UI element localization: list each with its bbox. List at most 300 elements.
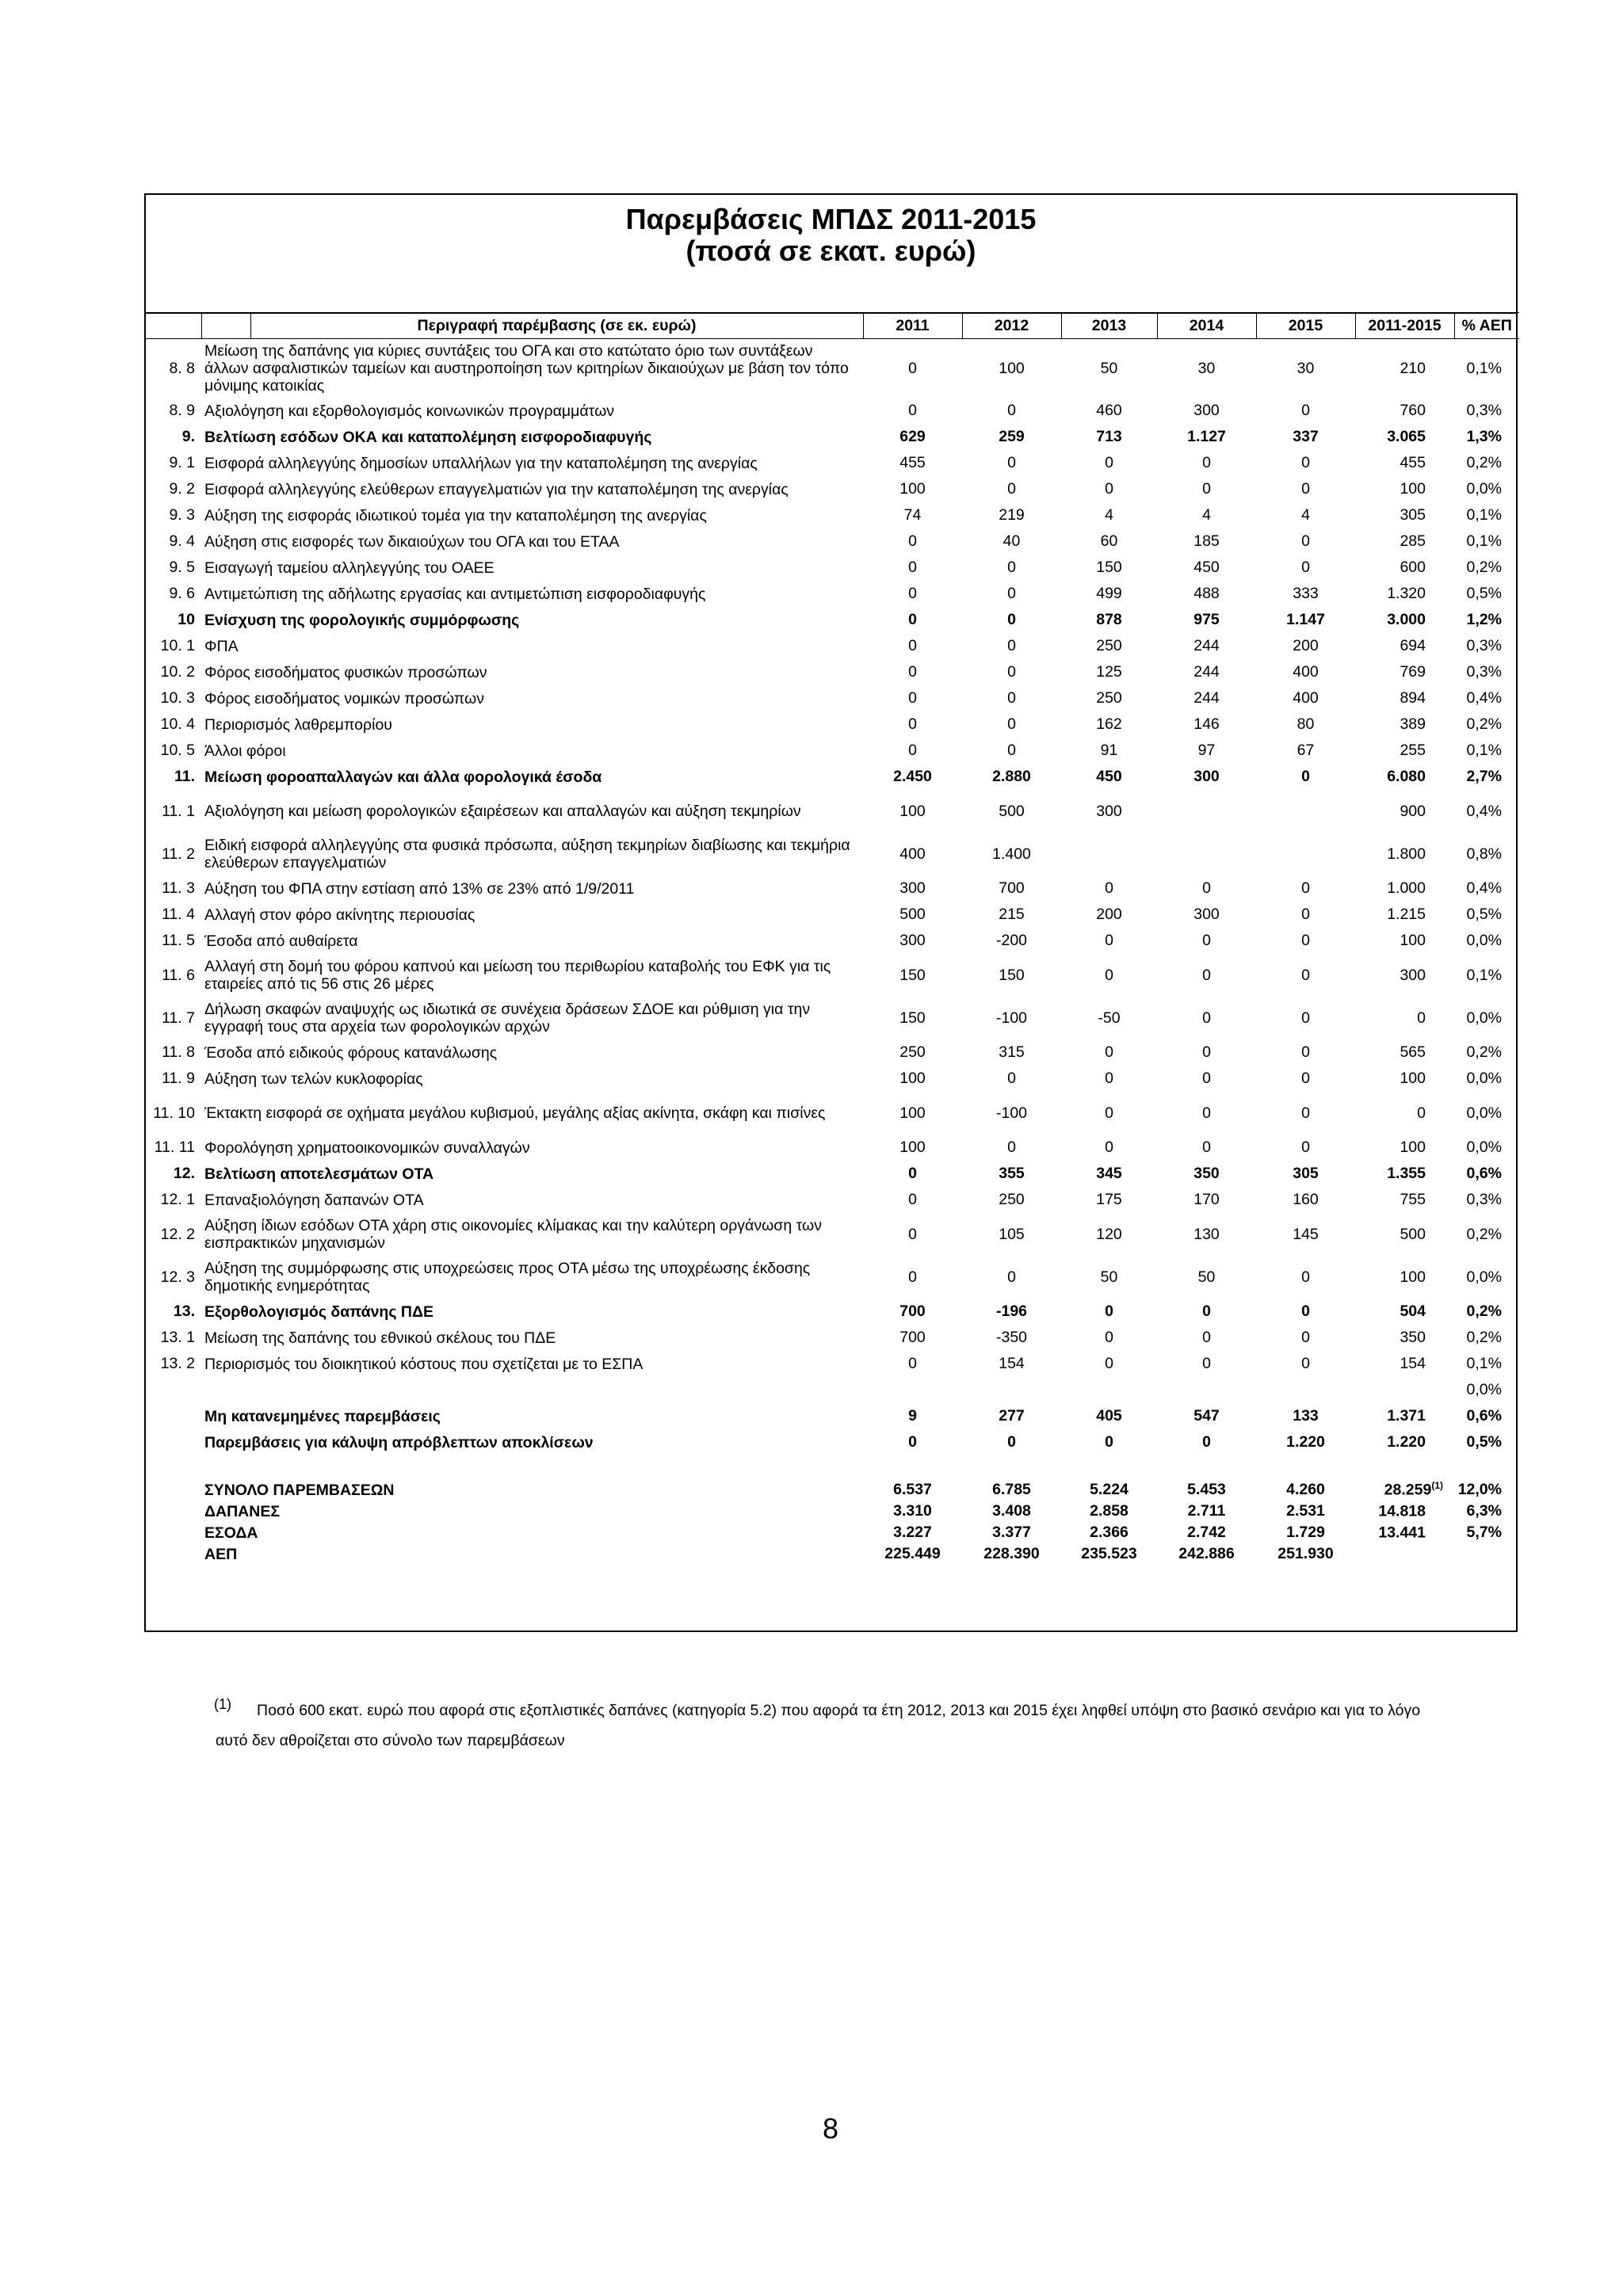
row-value-y2015: 0 xyxy=(1301,932,1310,949)
row-value-y2015: 145 xyxy=(1293,1225,1319,1243)
row-description: Αξιολόγηση και εξορθολογισμός κοινωνικών προγραμμάτων xyxy=(204,402,615,420)
row-value-y2011: 0 xyxy=(908,1225,917,1243)
table-row xyxy=(146,607,1519,633)
row-value-y2015: 0 xyxy=(1301,1329,1310,1346)
row-value-y2015: 0 xyxy=(1301,1070,1310,1087)
row-value-y2014: 170 xyxy=(1193,1191,1220,1208)
row-code xyxy=(146,1377,201,1403)
row-value-y2015: 67 xyxy=(1296,742,1315,759)
row-value-y2011: 700 xyxy=(899,1302,926,1320)
row-code: 10. 2 xyxy=(160,663,195,681)
row-value-y2011: 629 xyxy=(899,428,926,445)
table-row xyxy=(146,555,1519,581)
table-row xyxy=(146,1135,1519,1161)
row-total: 500 xyxy=(1400,1225,1426,1243)
row-value-y2011: 0 xyxy=(908,689,917,707)
row-value-y2013 xyxy=(1061,833,1157,875)
row-value-y2011: 0 xyxy=(908,715,917,733)
totals-value-y2011: 225.449 xyxy=(884,1545,941,1562)
row-pct-gdp: 0,1% xyxy=(1466,532,1502,550)
spacer-cell xyxy=(146,1455,1519,1479)
row-total xyxy=(1355,1377,1454,1403)
row-pct-gdp: 0,0% xyxy=(1466,1009,1502,1027)
totals-value-y2012: 6.785 xyxy=(992,1481,1031,1498)
row-value-y2011: 455 xyxy=(899,454,926,471)
row-value-y2015: 0 xyxy=(1301,906,1310,923)
row-pct-gdp: 0,3% xyxy=(1466,663,1502,681)
footnote-ref: (1) xyxy=(1431,1480,1443,1492)
row-value-y2013: 0 xyxy=(1105,1433,1113,1451)
totals-value-y2014: 5.453 xyxy=(1187,1481,1226,1498)
table-row xyxy=(146,1351,1519,1377)
row-value-y2014: 0 xyxy=(1202,1009,1211,1027)
row-pct-gdp: 0,2% xyxy=(1466,559,1502,576)
spacer-row xyxy=(146,1455,1519,1479)
row-pct-gdp: 0,0% xyxy=(1466,1138,1502,1156)
totals-value-y2014: 2.742 xyxy=(1187,1524,1226,1541)
row-code: 11. 4 xyxy=(162,906,195,923)
row-value-y2011: 0 xyxy=(908,559,917,576)
row-total: 210 xyxy=(1400,359,1426,377)
row-pct-gdp: 0,0% xyxy=(1466,1104,1502,1122)
row-description: Αύξηση της εισφοράς ιδιωτικού τομέα για την καταπολέμηση της ανεργίας xyxy=(204,506,707,524)
totals-value-y2012: 3.377 xyxy=(992,1524,1031,1541)
row-code: 9. 5 xyxy=(169,559,195,576)
table-row xyxy=(146,954,1519,997)
row-value-y2014: 547 xyxy=(1193,1407,1220,1425)
row-value-y2014: 300 xyxy=(1193,768,1220,785)
row-code: 9. 2 xyxy=(169,480,195,498)
row-pct-gdp: 0,3% xyxy=(1466,1191,1502,1208)
row-value-y2012: -196 xyxy=(995,1302,1028,1320)
row-value-y2011: 0 xyxy=(908,359,917,377)
totals-value-y2013: 235.523 xyxy=(1081,1545,1137,1562)
row-value-y2013 xyxy=(1061,1377,1157,1403)
row-total: 389 xyxy=(1400,715,1426,733)
row-value-y2013: 250 xyxy=(1096,689,1122,707)
row-code: 13. 2 xyxy=(160,1355,195,1372)
row-value-y2012: -100 xyxy=(995,1009,1028,1027)
row-total: 760 xyxy=(1400,402,1426,419)
row-pct-gdp: 0,5% xyxy=(1466,585,1502,602)
row-value-y2014: 244 xyxy=(1193,689,1220,707)
row-value-y2015: 133 xyxy=(1293,1407,1319,1425)
table-row xyxy=(146,1299,1519,1325)
row-value-y2014: 0 xyxy=(1202,1138,1211,1156)
row-value-y2013: 499 xyxy=(1096,585,1122,602)
row-description: Αύξηση των τελών κυκλοφορίας xyxy=(204,1070,423,1088)
row-pct-gdp: 0,0% xyxy=(1466,1070,1502,1087)
row-value-y2011: 2.450 xyxy=(893,768,932,785)
totals-description: ΕΣΟΔΑ xyxy=(204,1524,258,1542)
row-value-y2011: 0 xyxy=(908,1191,917,1208)
row-value-y2014: 0 xyxy=(1202,1043,1211,1061)
row-value-y2015: 0 xyxy=(1301,480,1310,498)
row-pct-gdp: 0,2% xyxy=(1466,715,1502,733)
row-value-y2012: 1.400 xyxy=(992,845,1031,863)
row-value-y2013: 0 xyxy=(1105,454,1113,471)
row-value-y2012: 0 xyxy=(1007,637,1016,654)
row-pct-gdp: 0,0% xyxy=(1466,1381,1502,1398)
row-value-y2013: 50 xyxy=(1100,359,1118,377)
row-code: 9. 3 xyxy=(169,506,195,524)
row-code: 11. 7 xyxy=(162,1009,195,1027)
row-value-y2015: 0 xyxy=(1301,402,1310,419)
row-description: Αλλαγή στη δομή του φόρου καπνού και μείωση του περιθωρίου καταβολής του ΕΦΚ για τις εταιρείες από τις 56 στις 26 μέρες xyxy=(204,958,831,993)
row-value-y2013: 450 xyxy=(1096,768,1122,785)
totals-total xyxy=(1355,1543,1454,1565)
row-code: 11. 1 xyxy=(162,802,195,820)
row-value-y2012: 105 xyxy=(999,1225,1025,1243)
table-row xyxy=(146,1377,1519,1403)
row-description: Άλλοι φόροι xyxy=(204,742,286,760)
row-code: 12. 1 xyxy=(160,1191,195,1208)
row-value-y2013: 345 xyxy=(1096,1165,1122,1182)
row-value-y2013: 0 xyxy=(1105,1043,1113,1061)
row-value-y2015: 337 xyxy=(1293,428,1319,445)
row-value-y2015: 30 xyxy=(1296,359,1315,377)
row-value-y2013: 0 xyxy=(1105,1302,1113,1320)
row-total: 600 xyxy=(1400,559,1426,576)
row-description: Αύξηση της συμμόρφωσης στις υποχρεώσεις προς ΟΤΑ μέσω της υποχρέωσης έκδοσης δημοτικής ενημερότητας xyxy=(204,1260,811,1295)
row-total: 900 xyxy=(1400,802,1426,820)
row-code: 12. xyxy=(173,1165,195,1182)
page-subtitle: (ποσά σε εκατ. ευρώ) xyxy=(685,235,976,267)
table-row xyxy=(146,1187,1519,1213)
row-value-y2013: 0 xyxy=(1105,1104,1113,1122)
row-value-y2012: 2.880 xyxy=(992,768,1031,785)
row-code: 11. 8 xyxy=(162,1043,195,1061)
row-pct-gdp: 0,0% xyxy=(1466,1268,1502,1286)
row-total: 1.800 xyxy=(1387,845,1426,863)
row-total: 1.220 xyxy=(1387,1433,1426,1451)
row-code: 11. xyxy=(174,768,195,785)
totals-code xyxy=(146,1543,201,1565)
row-description: Αύξηση του ΦΠΑ στην εστίαση από 13% σε 23% από 1/9/2011 xyxy=(204,879,635,898)
totals-description: ΣΥΝΟΛΟ ΠΑΡΕΜΒΑΣΕΩΝ xyxy=(204,1481,395,1499)
row-value-y2013: 405 xyxy=(1096,1407,1122,1425)
totals-value-y2015: 251.930 xyxy=(1277,1545,1334,1562)
totals-value-y2012: 3.408 xyxy=(992,1502,1031,1520)
row-value-y2015 xyxy=(1256,790,1355,833)
row-value-y2015: 0 xyxy=(1301,1043,1310,1061)
row-description: Αξιολόγηση και μείωση φορολογικών εξαιρέσεων και απαλλαγών και αύξηση τεκμηρίων xyxy=(204,803,801,820)
row-value-y2014: 0 xyxy=(1202,454,1211,471)
row-description: Εισφορά αλληλεγγύης δημοσίων υπαλλήλων για την καταπολέμηση της ανεργίας xyxy=(204,454,758,472)
row-value-y2015: 0 xyxy=(1301,1355,1310,1372)
row-value-y2014: 4 xyxy=(1202,506,1211,524)
row-pct-gdp: 0,5% xyxy=(1466,906,1502,923)
table-row xyxy=(146,398,1519,424)
row-value-y2011: 400 xyxy=(899,845,926,863)
row-value-y2013: 0 xyxy=(1105,1070,1113,1087)
row-pct-gdp: 0,6% xyxy=(1466,1407,1502,1425)
row-total: 3.065 xyxy=(1387,428,1426,445)
row-value-y2011: 0 xyxy=(908,585,917,602)
row-pct-gdp: 0,1% xyxy=(1466,966,1502,984)
row-description: Έσοδα από ειδικούς φόρους κατανάλωσης xyxy=(204,1043,498,1062)
row-value-y2013: -50 xyxy=(1098,1009,1121,1027)
row-value-y2012: 277 xyxy=(999,1407,1025,1425)
row-value-y2013: 0 xyxy=(1105,1138,1113,1156)
row-description: Βελτίωση αποτελεσμάτων ΟΤΑ xyxy=(204,1165,434,1183)
totals-description: ΑΕΠ xyxy=(204,1545,238,1563)
row-value-y2015: 0 xyxy=(1301,532,1310,550)
row-value-y2013: 713 xyxy=(1096,428,1122,445)
row-pct-gdp: 0,1% xyxy=(1466,506,1502,524)
totals-total-value: 13.441 xyxy=(1378,1524,1426,1542)
row-value-y2015: 0 xyxy=(1301,1138,1310,1156)
row-value-y2014 xyxy=(1157,833,1256,875)
row-pct-gdp: 0,2% xyxy=(1466,1329,1502,1346)
row-value-y2012: -350 xyxy=(995,1329,1028,1346)
row-value-y2015: 200 xyxy=(1293,637,1319,654)
row-value-y2011: 0 xyxy=(908,532,917,550)
row-value-y2012: 219 xyxy=(999,506,1025,524)
row-value-y2012: 0 xyxy=(1007,742,1016,759)
row-value-y2014: 50 xyxy=(1197,1268,1216,1286)
row-description: Μείωση της δαπάνης για κύριες συντάξεις του ΟΓΑ και στο κατώτατο όριο των συντάξεων άλλων ασφαλιστικών ταμείων και αυστηροποίηση των κριτηρίων δικαιούχων με βάση τον τόπο μόνιμης κατοικίας xyxy=(204,342,849,395)
table-row xyxy=(146,1066,1519,1092)
footnote xyxy=(216,1695,1452,1756)
row-description: Επαναξιολόγηση δαπανών ΟΤΑ xyxy=(204,1191,424,1209)
row-value-y2015: 400 xyxy=(1293,663,1319,681)
row-description: Βελτίωση εσόδων ΟΚΑ και καταπολέμηση εισφοροδιαφυγής xyxy=(204,428,652,446)
row-value-y2014 xyxy=(1157,1377,1256,1403)
row-value-y2013: 50 xyxy=(1100,1268,1118,1286)
row-pct-gdp: 0,2% xyxy=(1466,454,1502,471)
row-total: 100 xyxy=(1400,932,1426,949)
row-value-y2012: 700 xyxy=(999,879,1025,897)
row-description: Εισαγωγή ταμείου αλληλεγγύης του ΟΑΕΕ xyxy=(204,559,495,577)
row-value-y2014: 300 xyxy=(1193,402,1220,419)
row-code: 11. 3 xyxy=(162,879,195,897)
row-description: Αντιμετώπιση της αδήλωτης εργασίας και αντιμετώπιση εισφοροδιαφυγής xyxy=(204,585,706,603)
header-2015: 2015 xyxy=(1256,313,1355,339)
row-total: 100 xyxy=(1400,1268,1426,1286)
row-value-y2013: 91 xyxy=(1100,742,1118,759)
row-total: 1.355 xyxy=(1387,1165,1426,1182)
totals-total xyxy=(1355,1501,1454,1522)
row-value-y2015: 1.220 xyxy=(1286,1433,1325,1451)
row-code: 11. 11 xyxy=(154,1138,195,1156)
table-row xyxy=(146,1161,1519,1187)
row-value-y2013: 120 xyxy=(1096,1225,1122,1243)
footnote-mark: (1) xyxy=(214,1696,231,1712)
row-pct-gdp: 2,7% xyxy=(1466,768,1502,785)
row-value-y2015: 0 xyxy=(1301,1302,1310,1320)
table-row xyxy=(146,528,1519,555)
table-row xyxy=(146,738,1519,764)
row-description: Ενίσχυση της φορολογικής συμμόρφωσης xyxy=(204,611,520,629)
row-pct-gdp: 0,4% xyxy=(1466,689,1502,707)
table-row xyxy=(146,764,1519,790)
row-value-y2014: 0 xyxy=(1202,480,1211,498)
row-pct-gdp: 0,1% xyxy=(1466,359,1502,377)
row-value-y2011 xyxy=(863,1377,962,1403)
row-pct-gdp: 1,2% xyxy=(1466,611,1502,628)
row-total: 100 xyxy=(1400,1138,1426,1156)
row-code: 10 xyxy=(178,611,195,628)
row-pct-gdp: 0,0% xyxy=(1466,932,1502,949)
row-value-y2011: 0 xyxy=(908,1165,917,1182)
row-code: 8. 9 xyxy=(169,402,195,419)
table-row xyxy=(146,1092,1519,1135)
row-total: 100 xyxy=(1400,480,1426,498)
header-2011: 2011 xyxy=(863,313,962,339)
table-row xyxy=(146,476,1519,502)
row-code: 8. 8 xyxy=(169,359,195,377)
row-description: Έσοδα από αυθαίρετα xyxy=(204,932,358,950)
row-code: 9. 6 xyxy=(169,585,195,602)
row-value-y2012: 0 xyxy=(1007,689,1016,707)
row-value-y2014: 0 xyxy=(1202,1070,1211,1087)
totals-code xyxy=(146,1479,201,1501)
row-description: Φόρος εισοδήματος νομικών προσώπων xyxy=(204,689,484,707)
row-pct-gdp: 0,0% xyxy=(1466,480,1502,498)
row-value-y2012 xyxy=(962,1377,1061,1403)
table-row xyxy=(146,685,1519,711)
page-title: Παρεμβάσεις ΜΠΔΣ 2011-2015 xyxy=(625,203,1037,235)
row-value-y2012: 150 xyxy=(999,966,1025,984)
totals-value-y2014: 2.711 xyxy=(1187,1502,1226,1520)
table-row xyxy=(146,997,1519,1039)
totals-row xyxy=(146,1479,1519,1501)
row-value-y2013: 0 xyxy=(1105,879,1113,897)
row-value-y2014: 1.127 xyxy=(1187,428,1226,445)
row-value-y2015 xyxy=(1256,833,1355,875)
row-value-y2012: 0 xyxy=(1007,585,1016,602)
row-description: Μείωση φοροαπαλλαγών και άλλα φορολογικά έσοδα xyxy=(204,768,602,786)
row-total: 255 xyxy=(1400,742,1426,759)
table-row xyxy=(146,790,1519,833)
table-row xyxy=(146,633,1519,659)
table-row xyxy=(146,711,1519,738)
row-value-y2012: 250 xyxy=(999,1191,1025,1208)
row-pct-gdp: 0,6% xyxy=(1466,1165,1502,1182)
table-row xyxy=(146,1403,1519,1429)
row-value-y2015: 305 xyxy=(1293,1165,1319,1182)
row-value-y2012: 315 xyxy=(999,1043,1025,1061)
row-value-y2014: 130 xyxy=(1193,1225,1220,1243)
row-code: 9. xyxy=(181,428,195,445)
row-description: Φορολόγηση χρηματοοικονομικών συναλλαγών xyxy=(204,1138,530,1157)
row-value-y2011: 0 xyxy=(908,637,917,654)
row-total: 694 xyxy=(1400,637,1426,654)
row-value-y2012: 154 xyxy=(999,1355,1025,1372)
row-value-y2013: 0 xyxy=(1105,1355,1113,1372)
row-value-y2015: 0 xyxy=(1301,768,1310,785)
row-value-y2012: 0 xyxy=(1007,715,1016,733)
table-row xyxy=(146,875,1519,902)
totals-pct-gdp xyxy=(1454,1543,1519,1565)
row-value-y2014: 30 xyxy=(1197,359,1216,377)
row-value-y2012: 0 xyxy=(1007,1433,1016,1451)
totals-value-y2015: 1.729 xyxy=(1286,1524,1325,1541)
row-value-y2011: 0 xyxy=(908,1355,917,1372)
row-pct-gdp: 0,4% xyxy=(1466,802,1502,820)
row-total: 350 xyxy=(1400,1329,1426,1346)
table-row xyxy=(146,902,1519,928)
row-total: 455 xyxy=(1400,454,1426,471)
totals-row xyxy=(146,1522,1519,1543)
row-value-y2011: 300 xyxy=(899,932,926,949)
row-value-y2011: 0 xyxy=(908,1433,917,1451)
page-number: 8 xyxy=(822,2112,839,2145)
totals-code xyxy=(146,1522,201,1543)
row-total: 6.080 xyxy=(1387,768,1426,785)
row-description: Ειδική εισφορά αλληλεγγύης στα φυσικά πρόσωπα, αύξηση τεκμηρίων διαβίωσης και τεκμήρια ελεύθερων επαγγελματιών xyxy=(204,837,850,871)
header-blank-2 xyxy=(201,313,250,339)
row-value-y2015: 4 xyxy=(1301,506,1310,524)
row-value-y2012: 355 xyxy=(999,1165,1025,1182)
row-value-y2015: 333 xyxy=(1293,585,1319,602)
row-description: Έκτακτη εισφορά σε οχήματα μεγάλου κυβισμού, μεγάλης αξίας ακίνητα, σκάφη και πισίνες xyxy=(204,1104,826,1122)
row-value-y2014: 185 xyxy=(1193,532,1220,550)
footnote-text: Ποσό 600 εκατ. ευρώ που αφορά στις εξοπλιστικές δαπάνες (κατηγορία 5.2) που αφορά τα έτη 2012, 2013 και 2015 έχει ληφθεί υπόψη στο βασικό σενάριο και για το λόγο αυτό δεν αθροίζεται στο σύνολο των παρεμβάσεων xyxy=(216,1702,1421,1749)
totals-pct-gdp: 5,7% xyxy=(1466,1524,1502,1541)
row-value-y2011: 0 xyxy=(908,742,917,759)
row-value-y2015 xyxy=(1256,1377,1355,1403)
row-code: 10. 3 xyxy=(160,689,195,707)
row-value-y2011: 100 xyxy=(899,1138,926,1156)
totals-total-value: 14.818 xyxy=(1378,1502,1426,1520)
totals-total xyxy=(1355,1479,1454,1501)
row-pct-gdp: 0,3% xyxy=(1466,402,1502,419)
row-value-y2011: 150 xyxy=(899,1009,926,1027)
row-value-y2015: 0 xyxy=(1301,1104,1310,1122)
row-value-y2014: 300 xyxy=(1193,906,1220,923)
row-code: 11. 2 xyxy=(162,845,195,863)
row-pct-gdp: 0,2% xyxy=(1466,1225,1502,1243)
row-value-y2014: 0 xyxy=(1202,1302,1211,1320)
header-blank-1 xyxy=(146,313,201,339)
row-value-y2014 xyxy=(1157,790,1256,833)
row-code: 11. 5 xyxy=(162,932,195,949)
interventions-table xyxy=(146,312,1519,1565)
row-value-y2014: 97 xyxy=(1197,742,1216,759)
table-frame xyxy=(144,193,1518,1632)
row-value-y2014: 146 xyxy=(1193,715,1220,733)
totals-value-y2015: 2.531 xyxy=(1286,1502,1325,1520)
row-code: 12. 2 xyxy=(160,1225,195,1243)
row-value-y2012: -100 xyxy=(995,1104,1028,1122)
row-code: 11. 6 xyxy=(162,966,195,984)
row-value-y2013: 4 xyxy=(1105,506,1113,524)
row-value-y2013: 150 xyxy=(1096,559,1122,576)
row-description: Μη κατανεμημένες παρεμβάσεις xyxy=(204,1407,441,1425)
row-value-y2012: 0 xyxy=(1007,1070,1016,1087)
totals-value-y2011: 3.310 xyxy=(893,1502,932,1520)
header-pct-gdp: % ΑΕΠ xyxy=(1454,313,1519,339)
table-row xyxy=(146,424,1519,450)
row-value-y2015: 0 xyxy=(1301,879,1310,897)
row-value-y2011: 150 xyxy=(899,966,926,984)
row-value-y2011: 250 xyxy=(899,1043,926,1061)
row-description: Αύξηση στις εισφορές των δικαιούχων του ΟΓΑ και του ΕΤΑΑ xyxy=(204,532,620,551)
row-code: 13. 1 xyxy=(160,1329,195,1346)
row-value-y2014: 0 xyxy=(1202,1355,1211,1372)
row-total: 305 xyxy=(1400,506,1426,524)
row-value-y2014: 350 xyxy=(1193,1165,1220,1182)
row-value-y2014: 488 xyxy=(1193,585,1220,602)
row-value-y2011: 0 xyxy=(908,1268,917,1286)
row-value-y2013: 0 xyxy=(1105,966,1113,984)
row-pct-gdp: 0,1% xyxy=(1466,742,1502,759)
row-total: 154 xyxy=(1400,1355,1426,1372)
table-row xyxy=(146,339,1519,399)
row-value-y2013: 460 xyxy=(1096,402,1122,419)
